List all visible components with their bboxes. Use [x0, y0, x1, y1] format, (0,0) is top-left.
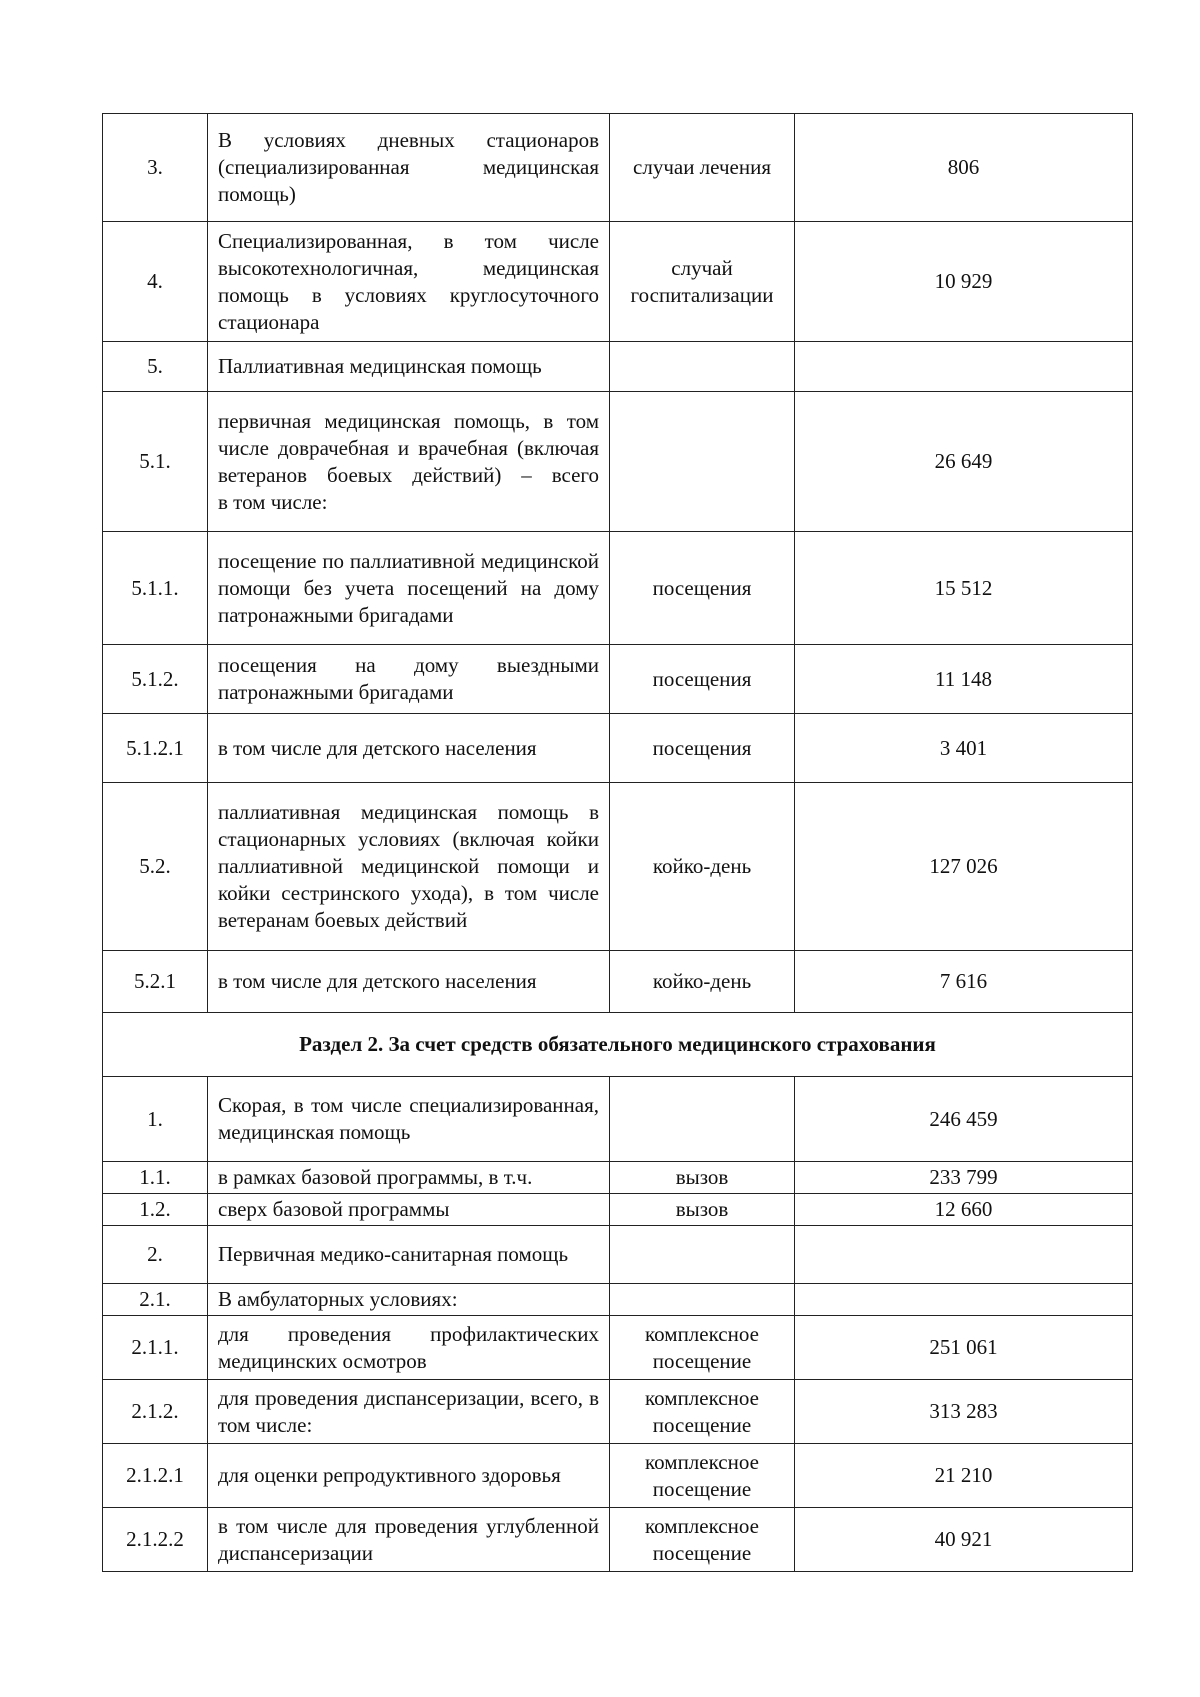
row-value: 127 026 [795, 783, 1133, 951]
row-value: 806 [795, 114, 1133, 222]
row-description: посещения на дому выездными патронажными бригадами [208, 645, 610, 714]
row-number: 5. [103, 342, 208, 392]
table-row [103, 1284, 1133, 1316]
row-value: 11 148 [795, 645, 1133, 714]
row-unit: комплексное посещение [610, 1316, 795, 1380]
row-value [795, 1284, 1133, 1316]
table-row [103, 392, 1133, 532]
row-description: в том числе для детского населения [208, 951, 610, 1013]
row-number: 2.1.2.1 [103, 1444, 208, 1508]
table-row [103, 1194, 1133, 1226]
row-number: 1.2. [103, 1194, 208, 1226]
row-value: 233 799 [795, 1162, 1133, 1194]
row-number: 5.1.1. [103, 532, 208, 645]
row-number: 2.1.2. [103, 1380, 208, 1444]
row-number: 5.1.2.1 [103, 714, 208, 783]
row-unit [610, 1226, 795, 1284]
row-value: 251 061 [795, 1316, 1133, 1380]
row-value: 26 649 [795, 392, 1133, 532]
row-description: В амбулаторных условиях: [208, 1284, 610, 1316]
table-row [103, 951, 1133, 1013]
row-description: посещение по паллиативной медицинской помощи без учета посещений на дому патронажными бригадами [208, 532, 610, 645]
table-row [103, 645, 1133, 714]
row-description: в том числе для детского населения [208, 714, 610, 783]
row-description: для проведения диспансеризации, всего, в том числе: [208, 1380, 610, 1444]
row-unit: койко-день [610, 951, 795, 1013]
row-number: 5.1. [103, 392, 208, 532]
row-unit: случай госпитализации [610, 222, 795, 342]
row-value: 3 401 [795, 714, 1133, 783]
row-value: 12 660 [795, 1194, 1133, 1226]
row-number: 2.1. [103, 1284, 208, 1316]
row-description: сверх базовой программы [208, 1194, 610, 1226]
table-row [103, 1162, 1133, 1194]
table-row [103, 114, 1133, 222]
row-number: 3. [103, 114, 208, 222]
row-number: 5.2.1 [103, 951, 208, 1013]
table-row [103, 1316, 1133, 1380]
row-number: 2.1.1. [103, 1316, 208, 1380]
row-value: 313 283 [795, 1380, 1133, 1444]
row-description: Паллиативная медицинская помощь [208, 342, 610, 392]
row-description: Специализированная, в том числе высокотехнологичная, медицинская помощь в условиях круглосуточного стационара [208, 222, 610, 342]
row-number: 1. [103, 1077, 208, 1162]
row-number: 4. [103, 222, 208, 342]
row-unit [610, 342, 795, 392]
row-unit: посещения [610, 714, 795, 783]
table-row [103, 342, 1133, 392]
row-unit [610, 1284, 795, 1316]
row-unit: комплексное посещение [610, 1508, 795, 1572]
row-value [795, 1226, 1133, 1284]
table-row [103, 1380, 1133, 1444]
row-description: паллиативная медицинская помощь в стационарных условиях (включая койки паллиативной медицинской помощи и койки сестринского ухода), в том числе ветеранам боевых действий [208, 783, 610, 951]
row-number: 2.1.2.2 [103, 1508, 208, 1572]
row-unit: комплексное посещение [610, 1444, 795, 1508]
table-row [103, 1077, 1133, 1162]
table-row [103, 783, 1133, 951]
row-description: для оценки репродуктивного здоровья [208, 1444, 610, 1508]
section-header-row [103, 1013, 1133, 1077]
row-unit: вызов [610, 1194, 795, 1226]
services-volume-table [102, 113, 1133, 1572]
row-description: в том числе для проведения углубленной диспансеризации [208, 1508, 610, 1572]
row-unit [610, 1077, 795, 1162]
row-number: 5.1.2. [103, 645, 208, 714]
table-row [103, 532, 1133, 645]
row-unit [610, 392, 795, 532]
row-unit: посещения [610, 532, 795, 645]
row-description: Скорая, в том числе специализированная, медицинская помощь [208, 1077, 610, 1162]
row-number: 2. [103, 1226, 208, 1284]
row-description: в рамках базовой программы, в т.ч. [208, 1162, 610, 1194]
row-unit: койко-день [610, 783, 795, 951]
row-description: для проведения профилактических медицинских осмотров [208, 1316, 610, 1380]
row-number: 1.1. [103, 1162, 208, 1194]
row-number: 5.2. [103, 783, 208, 951]
row-value: 15 512 [795, 532, 1133, 645]
row-unit: комплексное посещение [610, 1380, 795, 1444]
row-value: 10 929 [795, 222, 1133, 342]
row-value: 40 921 [795, 1508, 1133, 1572]
row-description: первичная медицинская помощь, в том числе доврачебная и врачебная (включая ветеранов боевых действий) – всего в том числе: [208, 392, 610, 532]
row-description-extra: в том числе: [218, 489, 328, 514]
row-value: 246 459 [795, 1077, 1133, 1162]
row-description: Первичная медико-санитарная помощь [208, 1226, 610, 1284]
section-title: Раздел 2. За счет средств обязательного медицинского страхования [103, 1013, 1133, 1077]
row-unit: посещения [610, 645, 795, 714]
table-row [103, 1444, 1133, 1508]
row-value: 7 616 [795, 951, 1133, 1013]
row-value [795, 342, 1133, 392]
row-unit: вызов [610, 1162, 795, 1194]
table-row [103, 1226, 1133, 1284]
table-row [103, 222, 1133, 342]
table-row [103, 1508, 1133, 1572]
table-row [103, 714, 1133, 783]
row-unit: случаи лечения [610, 114, 795, 222]
row-value: 21 210 [795, 1444, 1133, 1508]
row-description: В условиях дневных стационаров (специализированная медицинская помощь) [208, 114, 610, 222]
